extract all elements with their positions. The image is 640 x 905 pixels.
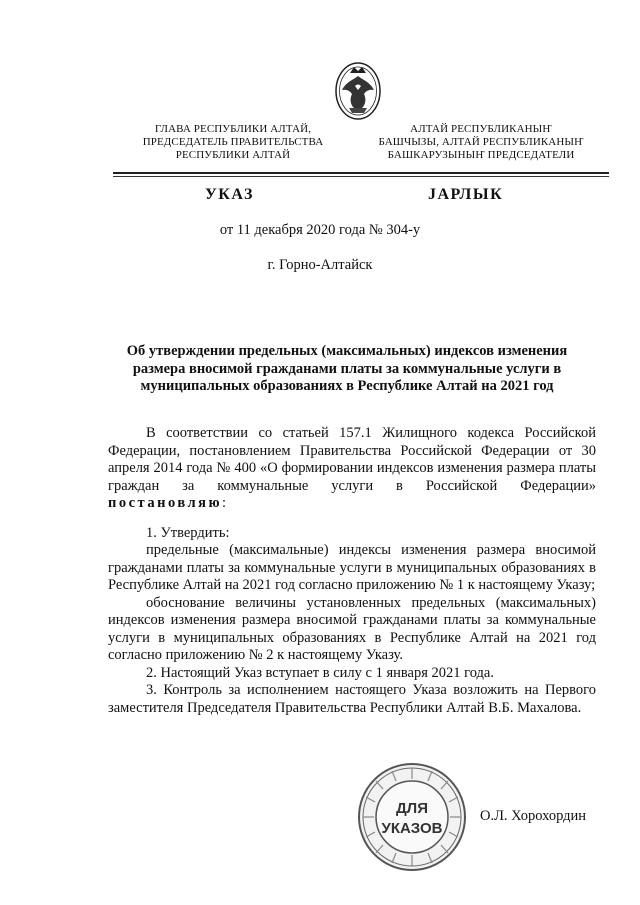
document-body (108, 425, 596, 717)
document-title: Об утверждении предельных (максимальных) индексов изменения размера вносимой гражданами платы за коммунальные услуги в муниципальных образованиях в Республике Алтай на 2021 год (126, 343, 568, 394)
header-left-line: ПРЕДСЕДАТЕЛЬ ПРАВИТЕЛЬСТВА (142, 136, 324, 148)
decree-word: постановляю (108, 495, 223, 511)
title-ukaz: УКАЗ (205, 186, 254, 203)
header-right-line: БАШЧЫЗЫ, АЛТАЙ РЕСПУБЛИКАНЫҤ (378, 136, 584, 148)
item-3: 3. Контроль за исполнением настоящего Указа возложить на Первого заместителя Председателя Правительства Республики Алтай В.Б. Махалова. (108, 682, 596, 716)
item-2: 2. Настоящий Указ вступает в силу с 1 января 2021 года. (146, 664, 494, 681)
stamp-line-2: УКАЗОВ (381, 820, 443, 837)
header-left-line: РЕСПУБЛИКИ АЛТАЙ (175, 149, 291, 161)
title-jarlyk: JАРЛЫК (428, 186, 504, 203)
decree-city: г. Горно-Алтайск (267, 257, 373, 273)
header-right-line: АЛТАЙ РЕСПУБЛИКАНЫҤ (410, 123, 552, 135)
decree-date-number: от 11 декабря 2020 года № 304-у (219, 222, 421, 238)
header-divider-thick (113, 172, 609, 174)
header-right-block (350, 123, 612, 162)
header-left-block (118, 123, 348, 162)
official-stamp (357, 762, 467, 872)
preamble-text: В соответствии со статьей 157.1 Жилищного кодекса Российской Федерации, постановлением Правительства Российской Федерации от 30 апреля 2014 года № 400 «О формировании индексов изменения размера платы граждан за коммунальные услуги в Российской Федерации» (108, 425, 596, 494)
signer-name: О.Л. Хорохордин (480, 808, 587, 824)
item-1b: обоснование величины установленных предельных (максимальных) индексов изменения размера вносимой гражданами платы за коммунальные услуги в муниципальных образованиях в Республике Алтай на 2021 год согласно приложению № 2 к настоящему Указу. (108, 594, 596, 663)
coat-of-arms-emblem (333, 60, 383, 122)
item-1a: предельные (максимальные) индексы изменения размера вносимой гражданами платы за коммунальные услуги в муниципальных образованиях в Республике Алтай на 2021 год согласно приложению № 1 к настоящему Указу; (108, 542, 596, 593)
item-1: 1. Утвердить: (146, 524, 230, 541)
header-right-line: БАШКАРУЗЫНЫҤ ПРЕДСЕДАТЕЛИ (387, 149, 575, 161)
header-left-line: ГЛАВА РЕСПУБЛИКИ АЛТАЙ, (154, 123, 312, 135)
decree-word-suffix: : (222, 495, 227, 511)
preamble-paragraph (108, 425, 596, 513)
header-divider-thin (113, 176, 609, 177)
stamp-line-1: ДЛЯ (396, 800, 428, 817)
